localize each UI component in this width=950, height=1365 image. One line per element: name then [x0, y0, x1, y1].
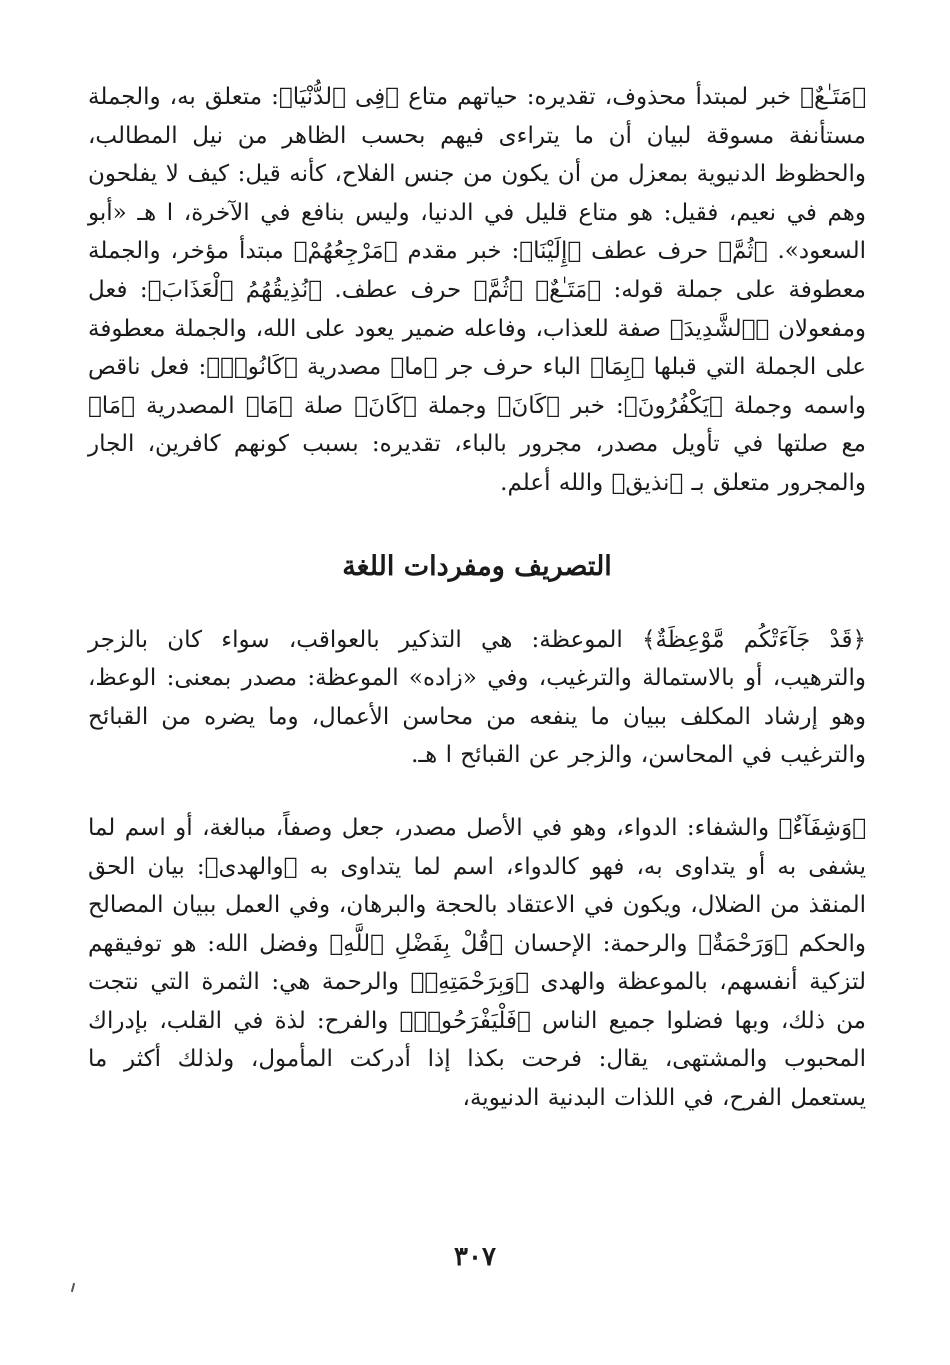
text-column: [88, 78, 866, 1118]
paragraph-shifa: ﴿وَشِفَآءٌ﴾ والشفاء: الدواء، وهو في الأصل مصدر، جعل وصفاً، مبالغة، أو اسم لما يشفى به أو يتداوى به، فهو كالدواء، اسم لما يتداوى به ﴿والهدى﴾: بيان الحق المنقذ من الضلال، ويكون في الاعتقاد بالحجة والبرهان، وفي العمل ببيان المصالح والحكم ﴿وَرَحْمَةٌ﴾ والرحمة: الإحسان ﴿قُلْ بِفَضْلِ ٱللَّهِ﴾ وفضل الله: هو توفيقهم لتزكية أنفسهم، بالموعظة والهدى ﴿وَبِرَحْمَتِهِۦ﴾ والرحمة هي: الثمرة التي نتجت من ذلك، وبها فضلوا جميع الناس ﴿فَلْيَفْرَحُوا۟﴾ والفرح: لذة في القلب، بإدراك المحبوب والمشتهى، يقال: فرحت بكذا إذا أدركت المأمول، ولذلك أكثر ما يستعمل الفرح، في اللذات البدنية الدنيوية،: [88, 814, 866, 1112]
paragraph-mawiza: ﴿قَدْ جَآءَتْكُم مَّوْعِظَةٌ﴾ الموعظة: هي التذكير بالعواقب، سواء كان بالزجر والترهيب، أو بالاستمالة والترغيب، وفي «زاده» الموعظة: مصدر بمعنى: الوعظ، وهو إرشاد المكلف ببيان ما ينفعه من محاسن الأعمال، وما يضره من القبائح والترغيب في المحاسن، والزجر عن القبائح ا هـ.: [88, 626, 866, 769]
paragraph-parsing: ﴿مَتَـٰعٌ﴾ خبر لمبتدأ محذوف، تقديره: حياتهم متاع ﴿فِى ٱلدُّنْيَا﴾: متعلق به، والجملة مستأنفة مسوقة لبيان أن ما يتراءى فيهم بحسب الظاهر من نيل المطالب، والحظوظ الدنيوية بمعزل من أن يكون من جنس الفلاح، كأنه قيل: كيف لا يفلحون وهم في نعيم، فقيل: هو متاع قليل في الدنيا، وليس بنافع في الآخرة، ا هـ «أبو السعود». ﴿ثُمَّ﴾ حرف عطف ﴿إِلَيْنَا﴾: خبر مقدم ﴿مَرْجِعُهُمْ﴾ مبتدأ مؤخر، والجملة معطوفة على جملة قوله: ﴿مَتَـٰعٌ﴾ ﴿ثُمَّ﴾ حرف عطف. ﴿نُذِيقُهُمُ ٱلْعَذَابَ﴾: فعل ومفعولان ﴿ٱلشَّدِيدَ﴾ صفة للعذاب، وفاعله ضمير يعود على الله، والجملة معطوفة على الجملة التي قبلها ﴿بِمَا﴾ الباء حرف جر ﴿ما﴾ مصدرية ﴿كَانُوا۟﴾: فعل ناقص واسمه وجملة ﴿يَكْفُرُونَ﴾: خبر ﴿كَانَ﴾ وجملة ﴿كَانَ﴾ صلة ﴿مَا﴾ المصدرية ﴿مَا﴾ مع صلتها في تأويل مصدر، مجرور بالباء، تقديره: بسبب كونهم كافرين، الجار والمجرور متعلق بـ ﴿نذيق﴾ والله أعلم.: [88, 84, 867, 496]
scan-mark: [71, 1283, 75, 1292]
section-heading: التصريف ومفردات اللغة: [342, 550, 612, 582]
page-number: ٣٠٧: [454, 1242, 496, 1272]
